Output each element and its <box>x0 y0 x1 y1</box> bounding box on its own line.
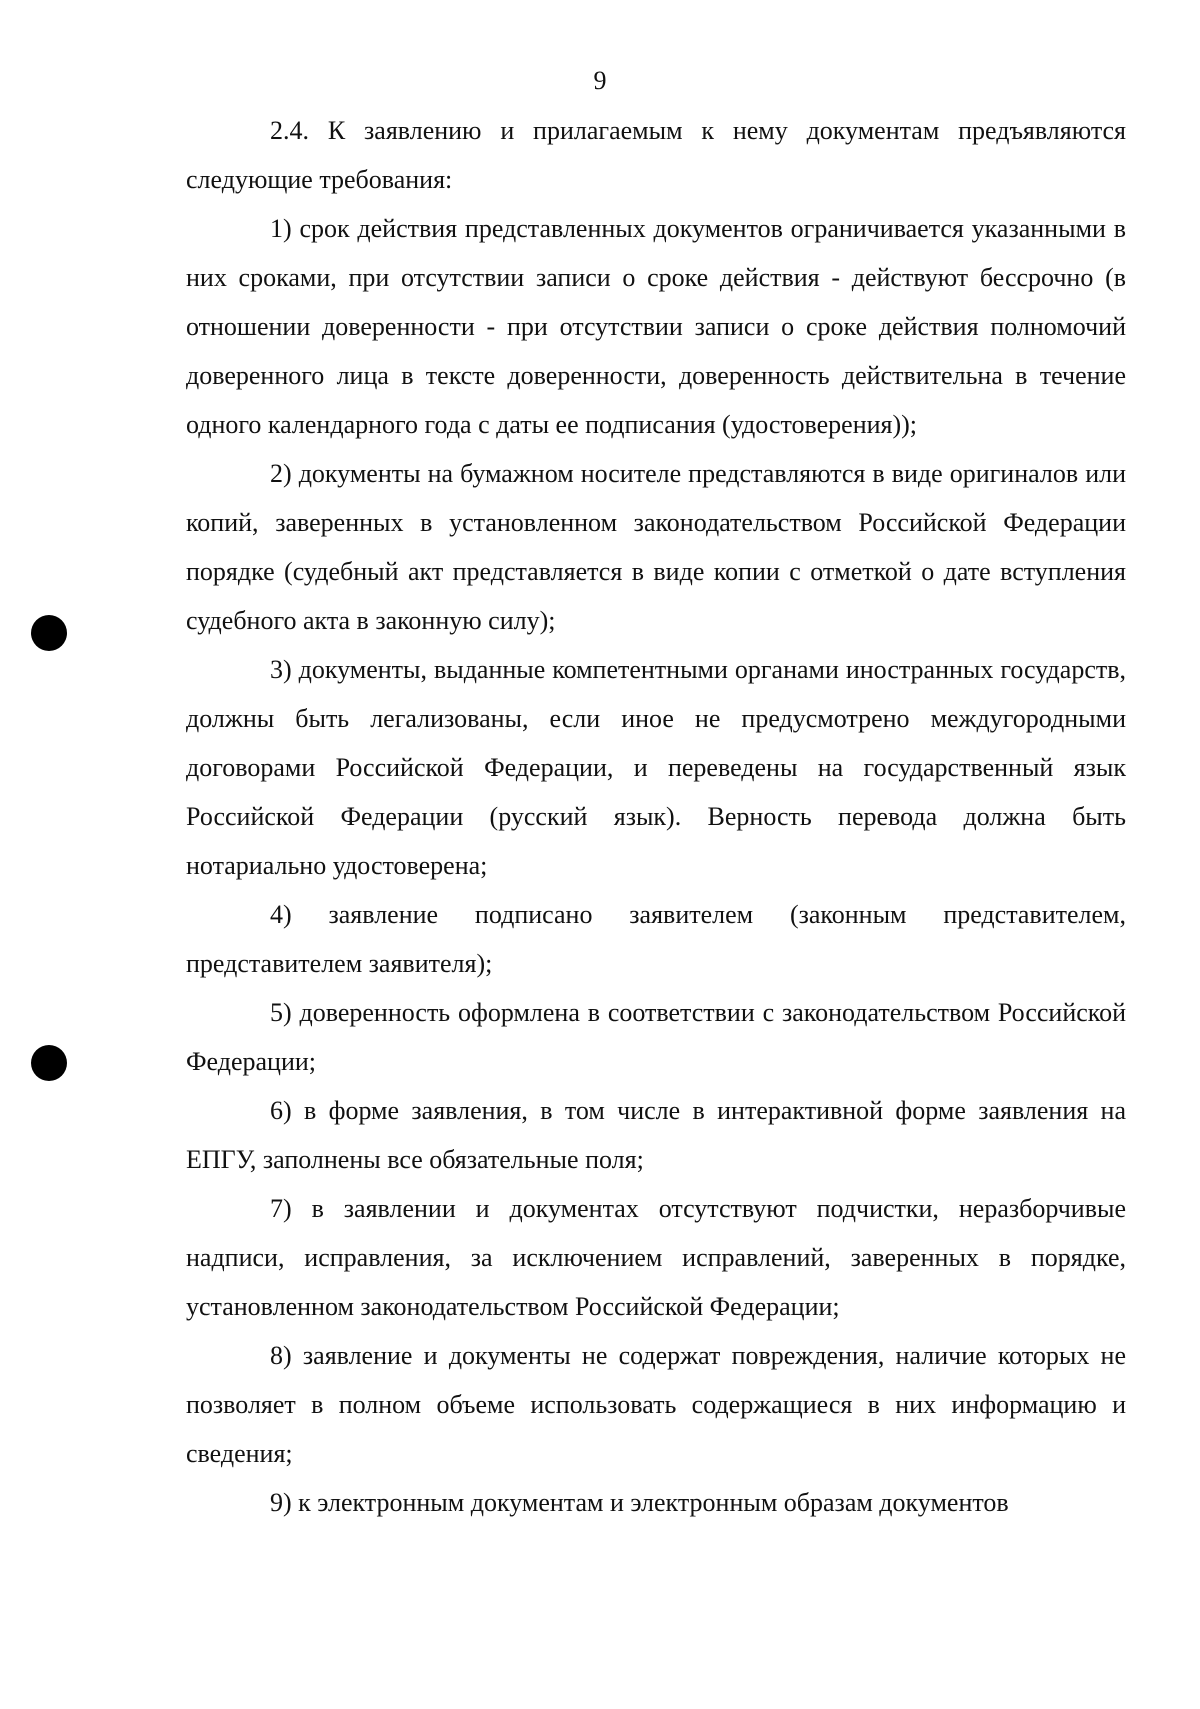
list-item-5: 5) доверенность оформлена в соответствии с законодательством Российской Федерации; <box>186 998 1126 1076</box>
page-number: 9 <box>593 66 607 95</box>
list-item-3: 3) документы, выданные компетентными органами иностранных государств, должны быть легализованы, если иное не предусмотрено междугородными договорами Российской Федерации, и переведены на государственный язык Российской Федерации (русский язык). Верность перевода должна быть нотариально удостоверена; <box>186 655 1126 880</box>
list-item-8: 8) заявление и документы не содержат повреждения, наличие которых не позволяет в полном объеме использовать содержащиеся в них информацию и сведения; <box>186 1341 1126 1468</box>
list-item-2: 2) документы на бумажном носителе представляются в виде оригиналов или копий, заверенных в установленном законодательством Российской Федерации порядке (судебный акт представляется в виде копии с отметкой о дате вступления судебного акта в законную силу); <box>186 459 1126 635</box>
list-item-6: 6) в форме заявления, в том числе в интерактивной форме заявления на ЕПГУ, заполнены все обязательные поля; <box>186 1096 1126 1174</box>
paragraph-2-4: 2.4. К заявлению и прилагаемым к нему документам предъявляются следующие требования: <box>186 116 1126 194</box>
list-item-7: 7) в заявлении и документах отсутствуют подчистки, неразборчивые надписи, исправления, за исключением исправлений, заверенных в порядке, установленном законодательством Российской Федерации; <box>186 1194 1126 1321</box>
document-body <box>186 106 1126 1527</box>
list-item-4: 4) заявление подписано заявителем (законным представителем, представителем заявителя); <box>186 900 1126 978</box>
punch-hole-mark <box>31 615 67 651</box>
list-item-9: 9) к электронным документам и электронным образам документов <box>270 1488 1009 1517</box>
punch-hole-mark <box>31 1045 67 1081</box>
list-item-1: 1) срок действия представленных документов ограничивается указанными в них сроками, при отсутствии записи о сроке действия - действуют бессрочно (в отношении доверенности - при отсутствии записи о сроке действия полномочий доверенного лица в тексте доверенности, доверенность действительна в течение одного календарного года с даты ее подписания (удостоверения)); <box>186 214 1126 439</box>
